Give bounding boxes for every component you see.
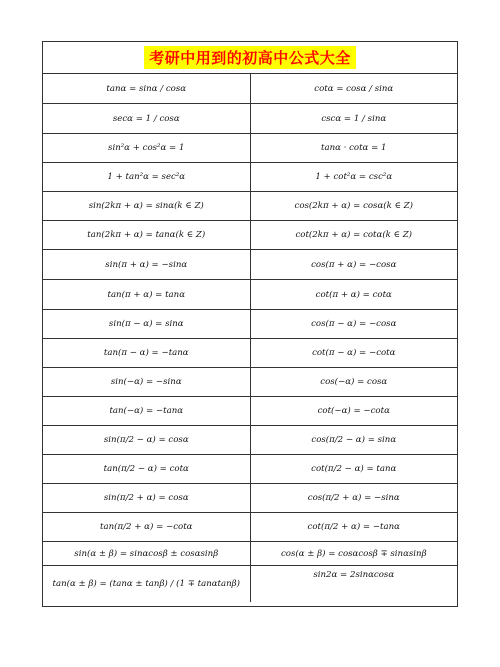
page-title: 考研中用到的初高中公式大全 <box>144 46 356 69</box>
formula-cell-left: tan(−α) = −tanα <box>43 397 251 425</box>
formula-cell-right: cos(π + α) = −cosα <box>311 259 397 270</box>
formula-cell-left: sin(π − α) = sinα <box>43 310 251 338</box>
formula-cell-left: sin²α + cos²α = 1 <box>43 134 251 162</box>
formula-cell-left: 1 + tan²α = sec²α <box>43 163 251 191</box>
formula-cell-right: cot(π − α) = −cotα <box>312 348 396 358</box>
formula-cell-right: cot(2kπ + α) = cotα(k ∈ Z) <box>295 230 413 240</box>
table-row <box>43 542 457 566</box>
table-row <box>43 134 457 163</box>
formula-cell-left: sin(π + α) = −sinα <box>43 250 251 279</box>
formula-cell-right: cotα = cosα / sinα <box>314 83 394 94</box>
formula-cell-right: cos(π − α) = −cosα <box>311 319 397 329</box>
formula-cell-right: 1 + cot²α = csc²α <box>315 172 393 182</box>
formula-cell-left: tan(π/2 − α) = cotα <box>43 455 251 483</box>
table-row <box>43 280 457 310</box>
formula-cell-right: cos(−α) = cosα <box>320 377 388 387</box>
table-row <box>43 513 457 542</box>
table-row <box>43 192 457 221</box>
table-row <box>43 566 457 602</box>
formula-cell-left: tan(π/2 + α) = −cotα <box>43 513 251 541</box>
table-row <box>43 426 457 455</box>
table-row <box>43 104 457 134</box>
formula-cell-left: sin(−α) = −sinα <box>43 368 251 396</box>
formula-cell-left: tanα = sinα / cosα <box>43 74 251 103</box>
formula-cell-right: cos(2kπ + α) = cosα(k ∈ Z) <box>294 201 413 211</box>
formula-table <box>42 41 458 607</box>
formula-cell-left: tan(π + α) = tanα <box>43 280 251 309</box>
formula-cell-right: cot(−α) = −cotα <box>317 406 390 416</box>
formula-cell-left: sin(π/2 − α) = cosα <box>43 426 251 454</box>
formula-cell-right: cot(π + α) = cotα <box>315 289 392 300</box>
table-row <box>43 484 457 513</box>
table-row <box>43 339 457 368</box>
table-row <box>43 455 457 484</box>
table-row <box>43 250 457 280</box>
formula-cell-right: tanα · cotα = 1 <box>321 143 387 153</box>
table-row <box>43 74 457 104</box>
table-row <box>43 221 457 250</box>
formula-cell-left: sin(2kπ + α) = sinα(k ∈ Z) <box>43 192 251 220</box>
formula-cell-left: tan(π − α) = −tanα <box>43 339 251 367</box>
formula-cell-left: tan(α ± β) = (tanα ± tanβ) / (1 ∓ tanαtanβ) <box>43 566 251 602</box>
table-row <box>43 310 457 339</box>
table-row <box>43 163 457 192</box>
table-row <box>43 397 457 426</box>
formula-cell-right: cot(π/2 + α) = −tanα <box>307 522 400 532</box>
formula-cell-right: sin2α = 2sinαcosα <box>313 570 395 580</box>
formula-cell-left: tan(2kπ + α) = tanα(k ∈ Z) <box>43 221 251 249</box>
title-row <box>43 42 457 74</box>
formula-cell-left: sin(α ± β) = sinαcosβ ± cosαsinβ <box>43 542 251 565</box>
table-row <box>43 368 457 397</box>
formula-cell-right: cscα = 1 / sinα <box>321 113 387 124</box>
formula-cell-right: cos(α ± β) = cosαcosβ ∓ sinαsinβ <box>280 548 427 559</box>
formula-cell-left: sin(π/2 + α) = cosα <box>43 484 251 512</box>
formula-cell-left: secα = 1 / cosα <box>43 104 251 133</box>
formula-cell-right: cos(π/2 + α) = −sinα <box>307 493 400 503</box>
formula-cell-right: cot(π/2 − α) = tanα <box>311 464 397 474</box>
formula-cell-right: cos(π/2 − α) = sinα <box>311 435 397 445</box>
